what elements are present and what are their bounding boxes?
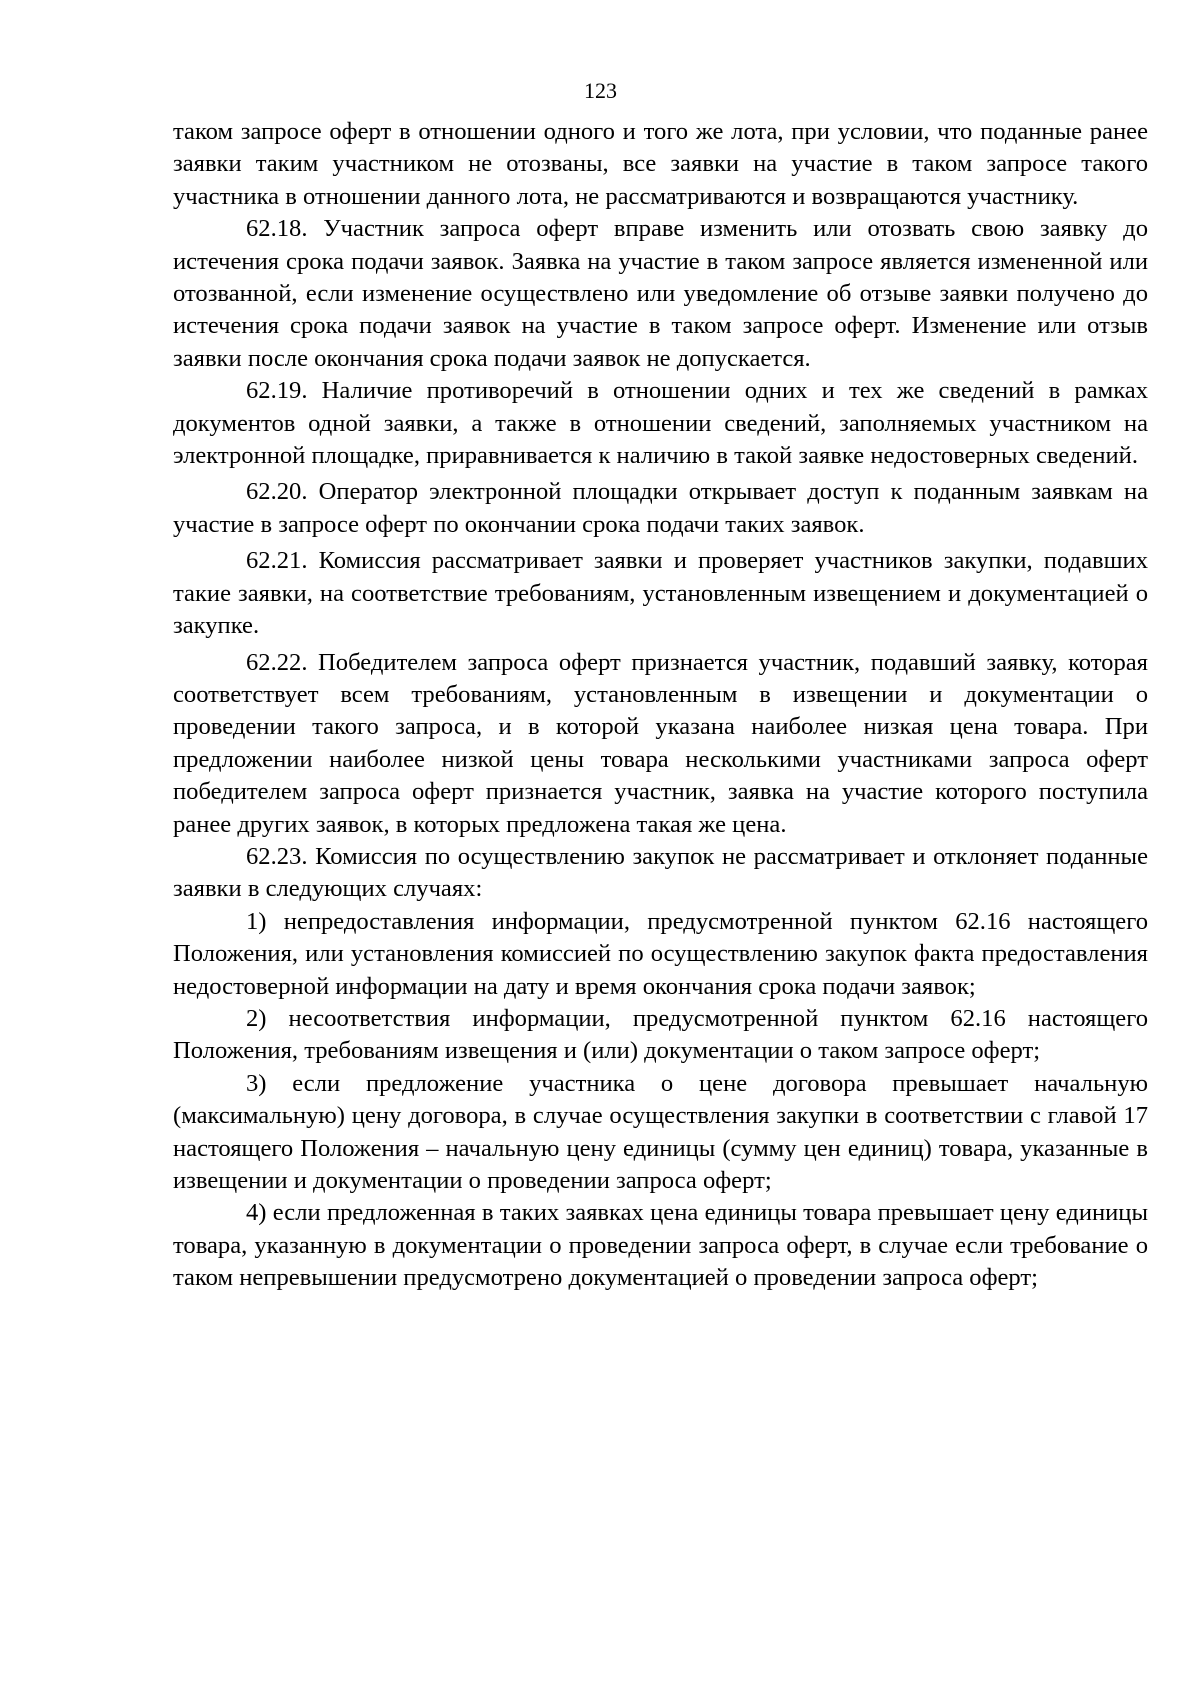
paragraph-62-19: 62.19. Наличие противоречий в отношении одних и тех же сведений в рамках документов одной заявки, а также в отношении сведений, заполняемых участником на электронной площадке, приравнивается к наличию в такой заявке недостоверных сведений. xyxy=(173,377,1148,470)
list-item-4: 4) если предложенная в таких заявках цена единицы товара превышает цену единицы товара, указанную в документации о проведении запроса оферт, в случае если требование о таком непревышении предусмотрено документацией о проведении запроса оферт; xyxy=(173,1199,1148,1292)
paragraph-62-22: 62.22. Победителем запроса оферт признается участник, подавший заявку, которая соответствует всем требованиям, установленным в извещении и документации о проведении такого запроса, и в которой указана наиболее низкая цена товара. При предложении наиболее низкой цены товара несколькими участниками запроса оферт победителем запроса оферт признается участник, заявка на участие которого поступила ранее других заявок, в которых предложена такая же цена. xyxy=(173,648,1148,838)
paragraph-62-18: 62.18. Участник запроса оферт вправе изменить или отозвать свою заявку до истечения срока подачи заявок. Заявка на участие в таком запросе является измененной или отозванной, если изменение осуществлено или уведомление об отзыве заявки получено до истечения срока подачи заявок на участие в таком запросе оферт. Изменение или отзыв заявки после окончания срока подачи заявок не допускается. xyxy=(173,215,1148,372)
list-item-1: 1) непредоставления информации, предусмотренной пунктом 62.16 настоящего Положения, или установления комиссией по осуществлению закупок факта предоставления недостоверной информации на дату и время окончания срока подачи заявок; xyxy=(173,907,1148,1000)
paragraph-continuation: таком запросе оферт в отношении одного и того же лота, при условии, что поданные ранее заявки таким участником не отозваны, все заявки на участие в таком запросе такого участника в отношении данного лота, не рассматриваются и возвращаются участнику. xyxy=(173,118,1148,210)
paragraph-62-23: 62.23. Комиссия по осуществлению закупок не рассматривает и отклоняет поданные заявки в следующих случаях: xyxy=(173,842,1148,903)
page-number: 123 xyxy=(584,78,617,103)
list-item-2: 2) несоответствия информации, предусмотренной пунктом 62.16 настоящего Положения, требованиям извещения и (или) документации о таком запросе оферт; xyxy=(173,1004,1148,1065)
paragraph-62-21: 62.21. Комиссия рассматривает заявки и проверяет участников закупки, подавших такие заявки, на соответствие требованиям, установленным извещением и документацией о закупке. xyxy=(173,547,1148,640)
list-item-3: 3) если предложение участника о цене договора превышает начальную (максимальную) цену договора, в случае осуществления закупки в соответствии с главой 17 настоящего Положения – начальную цену единицы (сумму цен единиц) товара, указанные в извещении и документации о проведении запроса оферт; xyxy=(173,1069,1148,1194)
paragraph-62-20: 62.20. Оператор электронной площадки открывает доступ к поданным заявкам на участие в запросе оферт по окончании срока подачи таких заявок. xyxy=(173,478,1148,538)
